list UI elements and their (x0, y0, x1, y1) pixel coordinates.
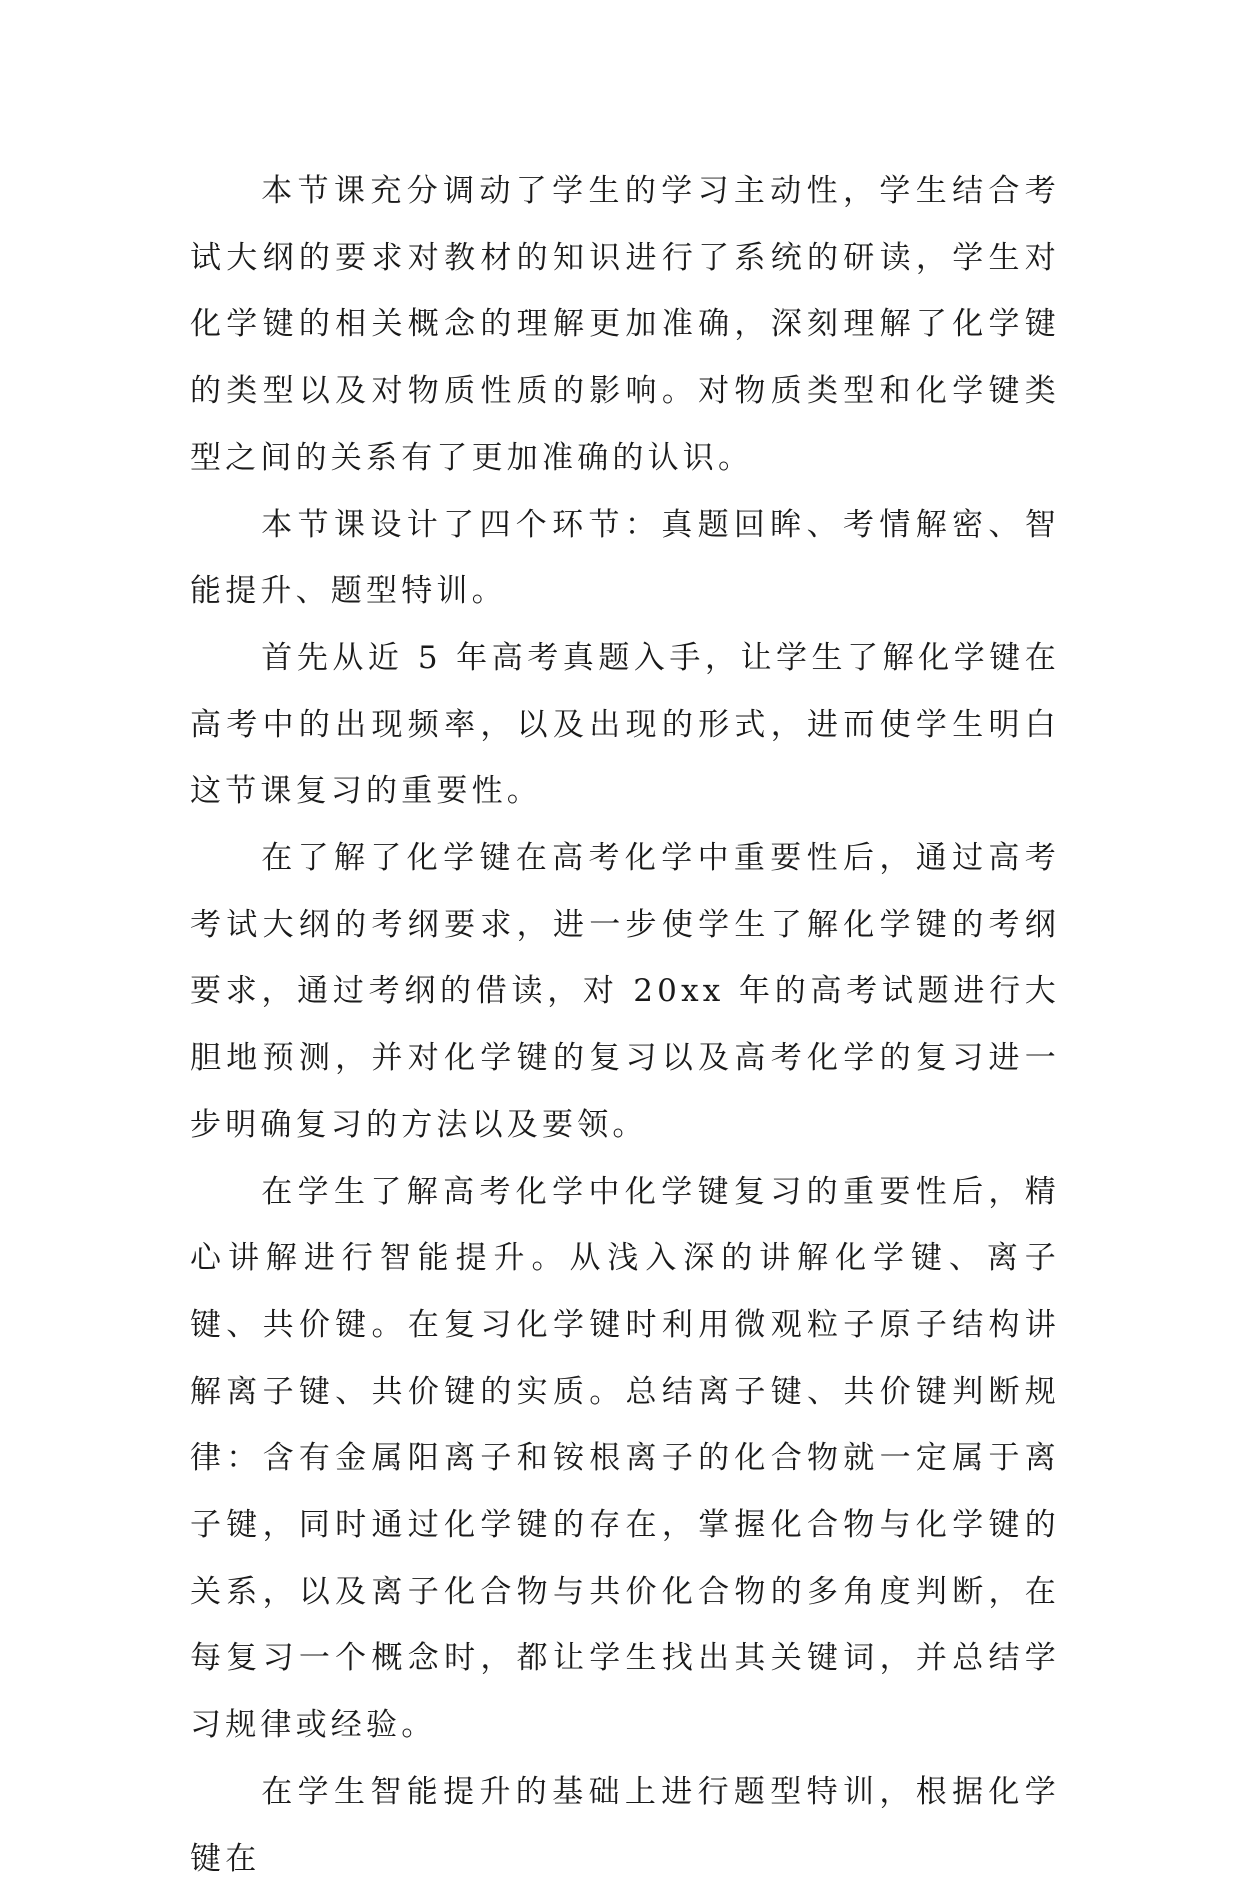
paragraph-6: 在学生智能提升的基础上进行题型特训，根据化学键在 (190, 1773, 1060, 1877)
paragraph-5: 在学生了解高考化学中化学键复习的重要性后，精心讲解进行智能提升。从浅入深的讲解化学键、离子键、共价键。在复习化学键时利用微观粒子原子结构讲解离子键、共价键的实质。总结离子键、共价键判断规律：含有金属阳离子和铵根离子的化合物就一定属于离子键，同时通过化学键的存在，掌握化合物与化学键的关系，以及离子化合物与共价化合物的多角度判断，在每复习一个概念时，都让学生找出其关键词，并总结学习规律或经验。 (190, 1173, 1060, 1744)
paragraph-1: 本节课充分调动了学生的学习主动性，学生结合考试大纲的要求对教材的知识进行了系统的研读，学生对化学键的相关概念的理解更加准确，深刻理解了化学键的类型以及对物质性质的影响。对物质类型和化学键类型之间的关系有了更加准确的认识。 (190, 173, 1060, 476)
paragraph-2: 本节课设计了四个环节：真题回眸、考情解密、智能提升、题型特训。 (190, 506, 1060, 610)
document-body (190, 158, 1060, 1892)
paragraph-4: 在了解了化学键在高考化学中重要性后，通过高考考试大纲的考纲要求，进一步使学生了解化学键的考纲要求，通过考纲的借读，对 20xx 年的高考试题进行大胆地预测，并对化学键的复习以及高考化学的复习进一步明确复习的方法以及要领。 (190, 840, 1060, 1143)
paragraph-3: 首先从近 5 年高考真题入手，让学生了解化学键在高考中的出现频率，以及出现的形式，进而使学生明白这节课复习的重要性。 (190, 639, 1060, 810)
